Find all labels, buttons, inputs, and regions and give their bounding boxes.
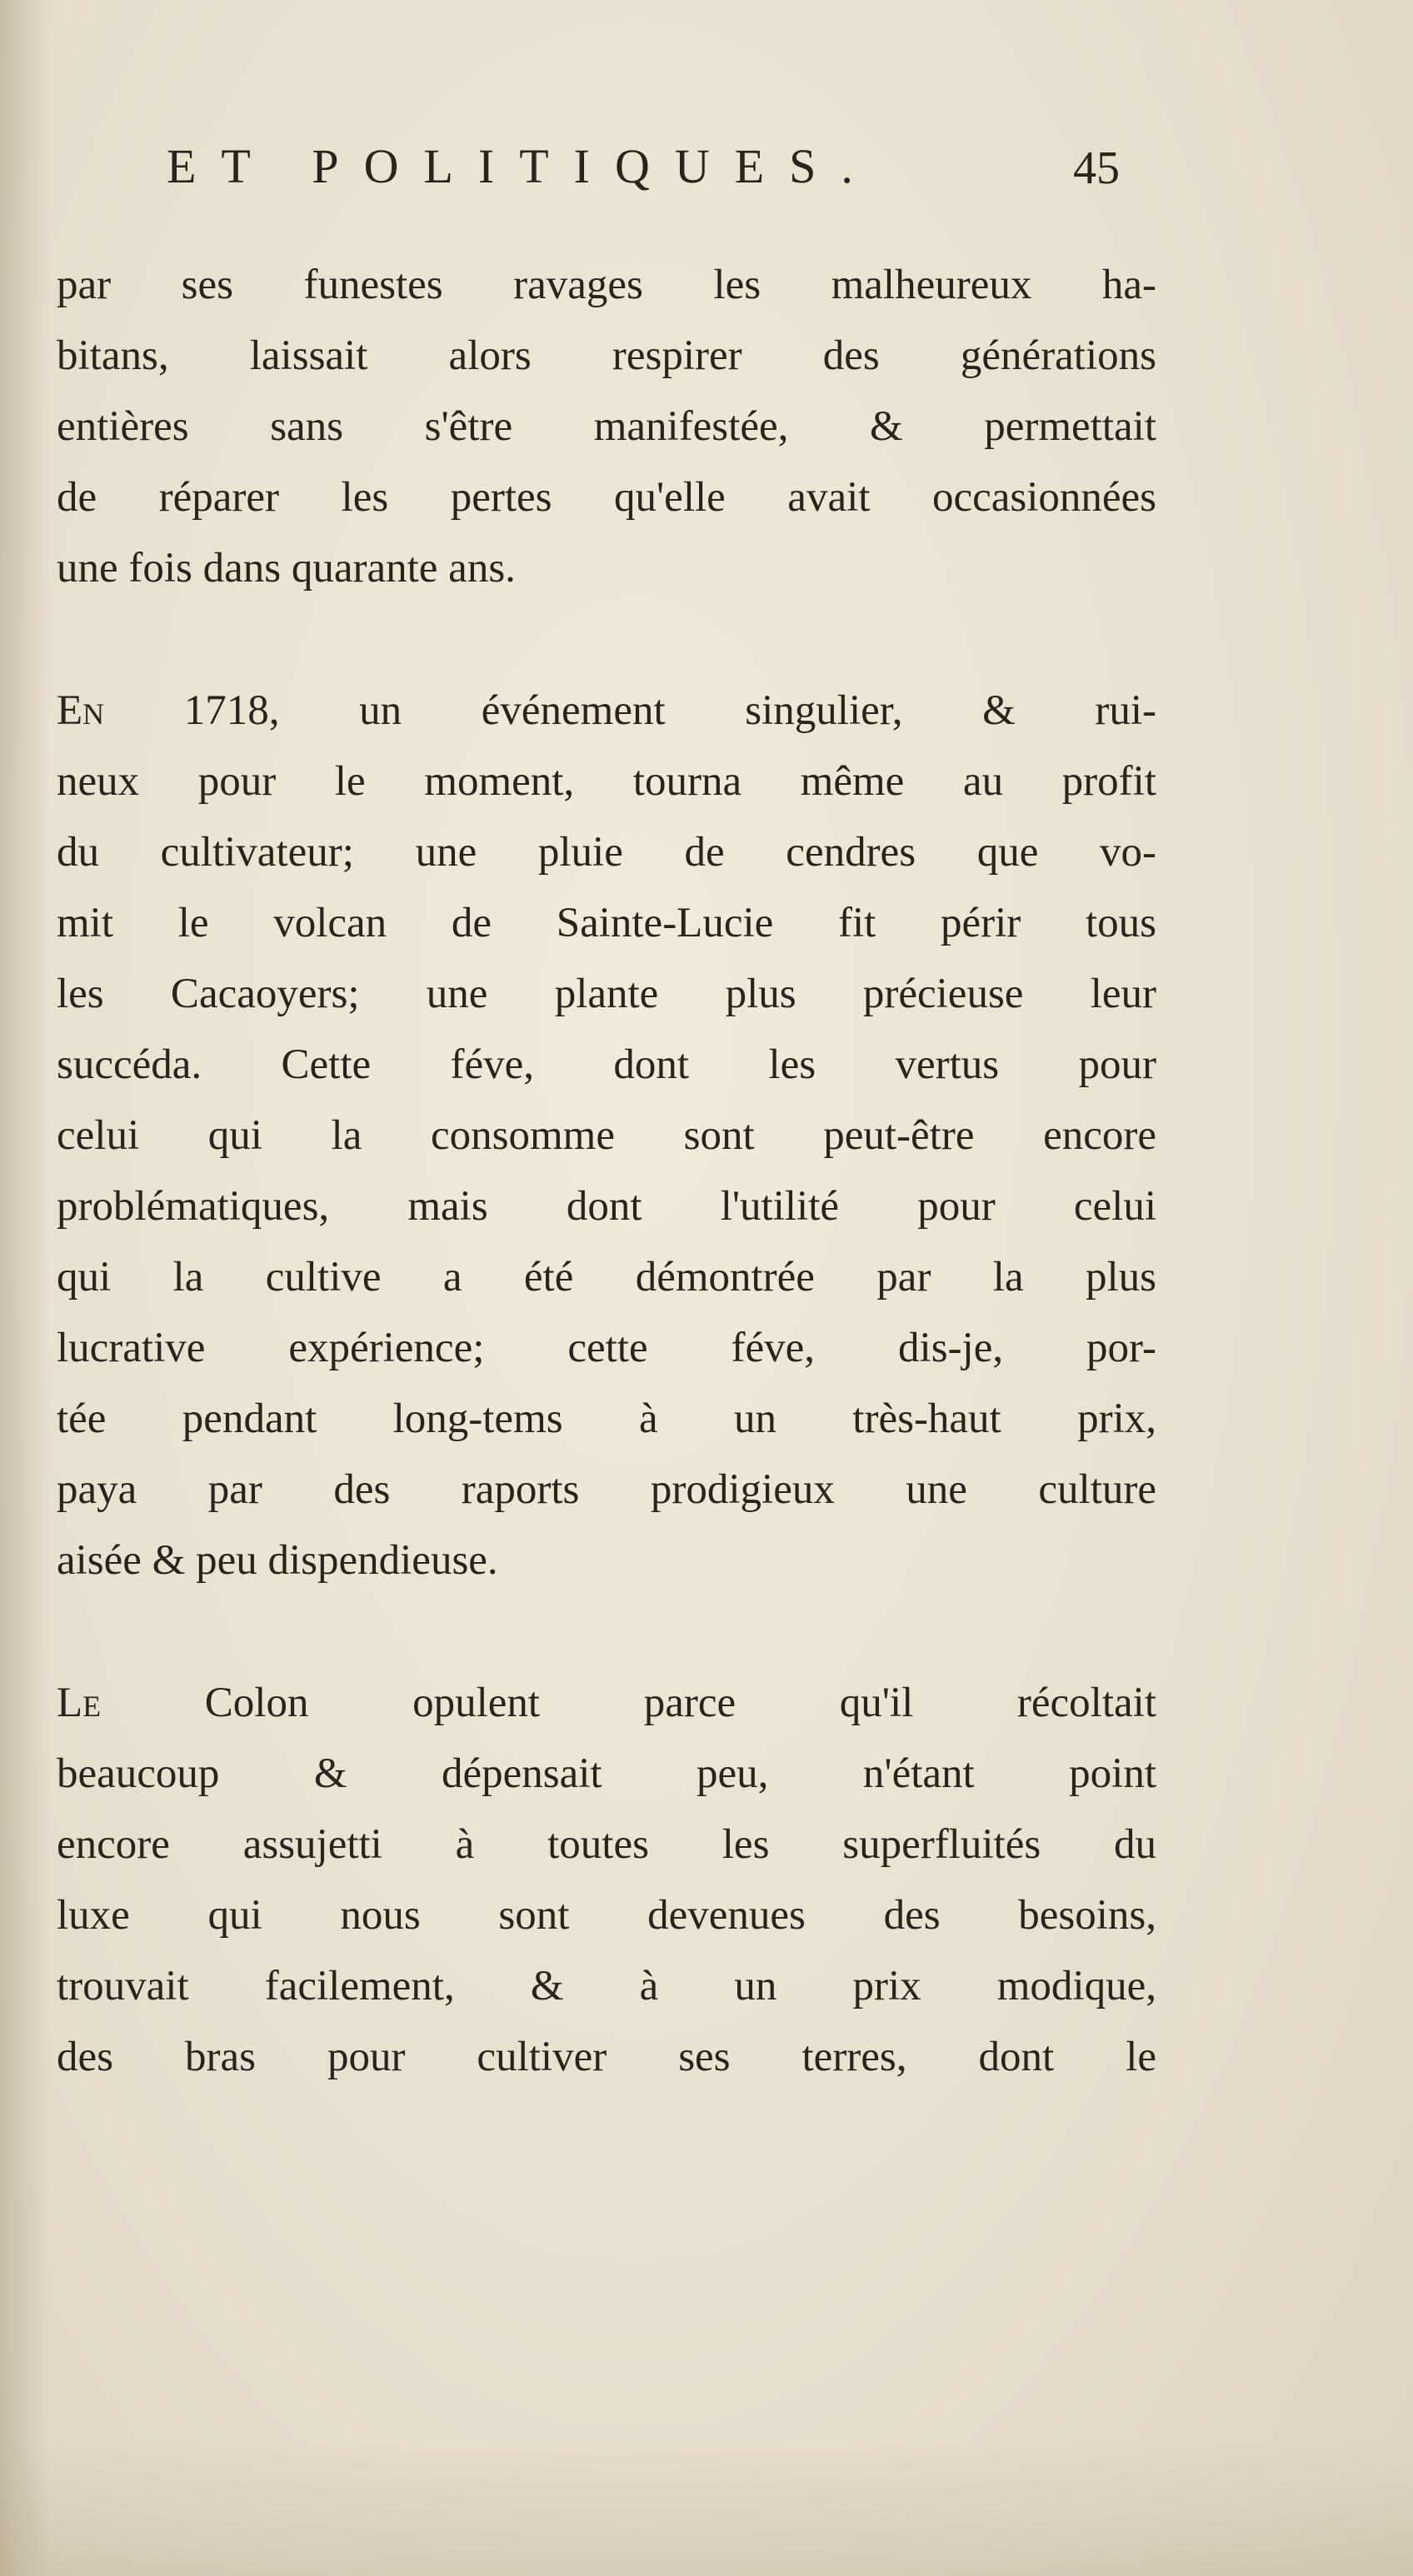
paragraph-3 <box>57 1668 1156 2093</box>
text-line-rest: 1718, un événement singulier, & rui- <box>104 687 1156 734</box>
page-number: 45 <box>1073 142 1120 194</box>
paragraph-1 <box>57 250 1156 604</box>
text-line: trouvait facilement, & à un prix modique, <box>57 1963 1156 2009</box>
text-line: problématiques, mais dont l'utilité pour celui <box>57 1183 1156 1230</box>
paragraph-lead-word: En <box>57 687 105 734</box>
running-head <box>167 133 1166 200</box>
text-line: encore assujetti à toutes les superfluités du <box>57 1821 1156 1868</box>
text-line: luxe qui nous sont devenues des besoins, <box>57 1892 1156 1939</box>
page-gutter-shadow <box>0 0 50 2576</box>
text-line: des bras pour cultiver ses terres, dont le <box>57 2034 1156 2080</box>
text-line-rest: Colon opulent parce qu'il récoltait <box>101 1680 1156 1726</box>
page-bottom-shadow <box>0 2443 1413 2576</box>
text-line: du cultivateur; une pluie de cendres que vo- <box>57 829 1156 876</box>
text-line: succéda. Cette féve, dont les vertus pour <box>57 1041 1156 1088</box>
text-line: par ses funestes ravages les malheureux ha- <box>57 262 1156 308</box>
text-line: bitans, laissait alors respirer des générations <box>57 332 1156 379</box>
text-line: qui la cultive a été démontrée par la plus <box>57 1254 1156 1300</box>
paragraph-2 <box>57 676 1156 1596</box>
running-title: ET POLITIQUES. <box>167 139 878 193</box>
text-line: neux pour le moment, tourna même au profit <box>57 758 1156 805</box>
body-text <box>57 250 1156 2093</box>
text-line <box>57 676 1156 746</box>
text-line: mit le volcan de Sainte-Lucie fit périr tous <box>57 900 1156 946</box>
text-line: celui qui la consomme sont peut-être encore <box>57 1112 1156 1159</box>
text-line: aisée & peu dispendieuse. <box>57 1537 498 1584</box>
text-line: paya par des raports prodigieux une culture <box>57 1466 1156 1513</box>
text-line: de réparer les pertes qu'elle avait occasionnées <box>57 474 1156 521</box>
text-line: une fois dans quarante ans. <box>57 545 516 592</box>
text-line: beaucoup & dépensait peu, n'étant point <box>57 1750 1156 1797</box>
text-line <box>57 1668 1156 1739</box>
paragraph-lead-word: Le <box>57 1680 102 1726</box>
text-line: les Cacaoyers; une plante plus précieuse leur <box>57 971 1156 1017</box>
text-line: lucrative expérience; cette féve, dis-je, por- <box>57 1325 1156 1371</box>
text-line: entières sans s'être manifestée, & permettait <box>57 403 1156 450</box>
text-line: tée pendant long-tems à un très-haut prix, <box>57 1395 1156 1442</box>
